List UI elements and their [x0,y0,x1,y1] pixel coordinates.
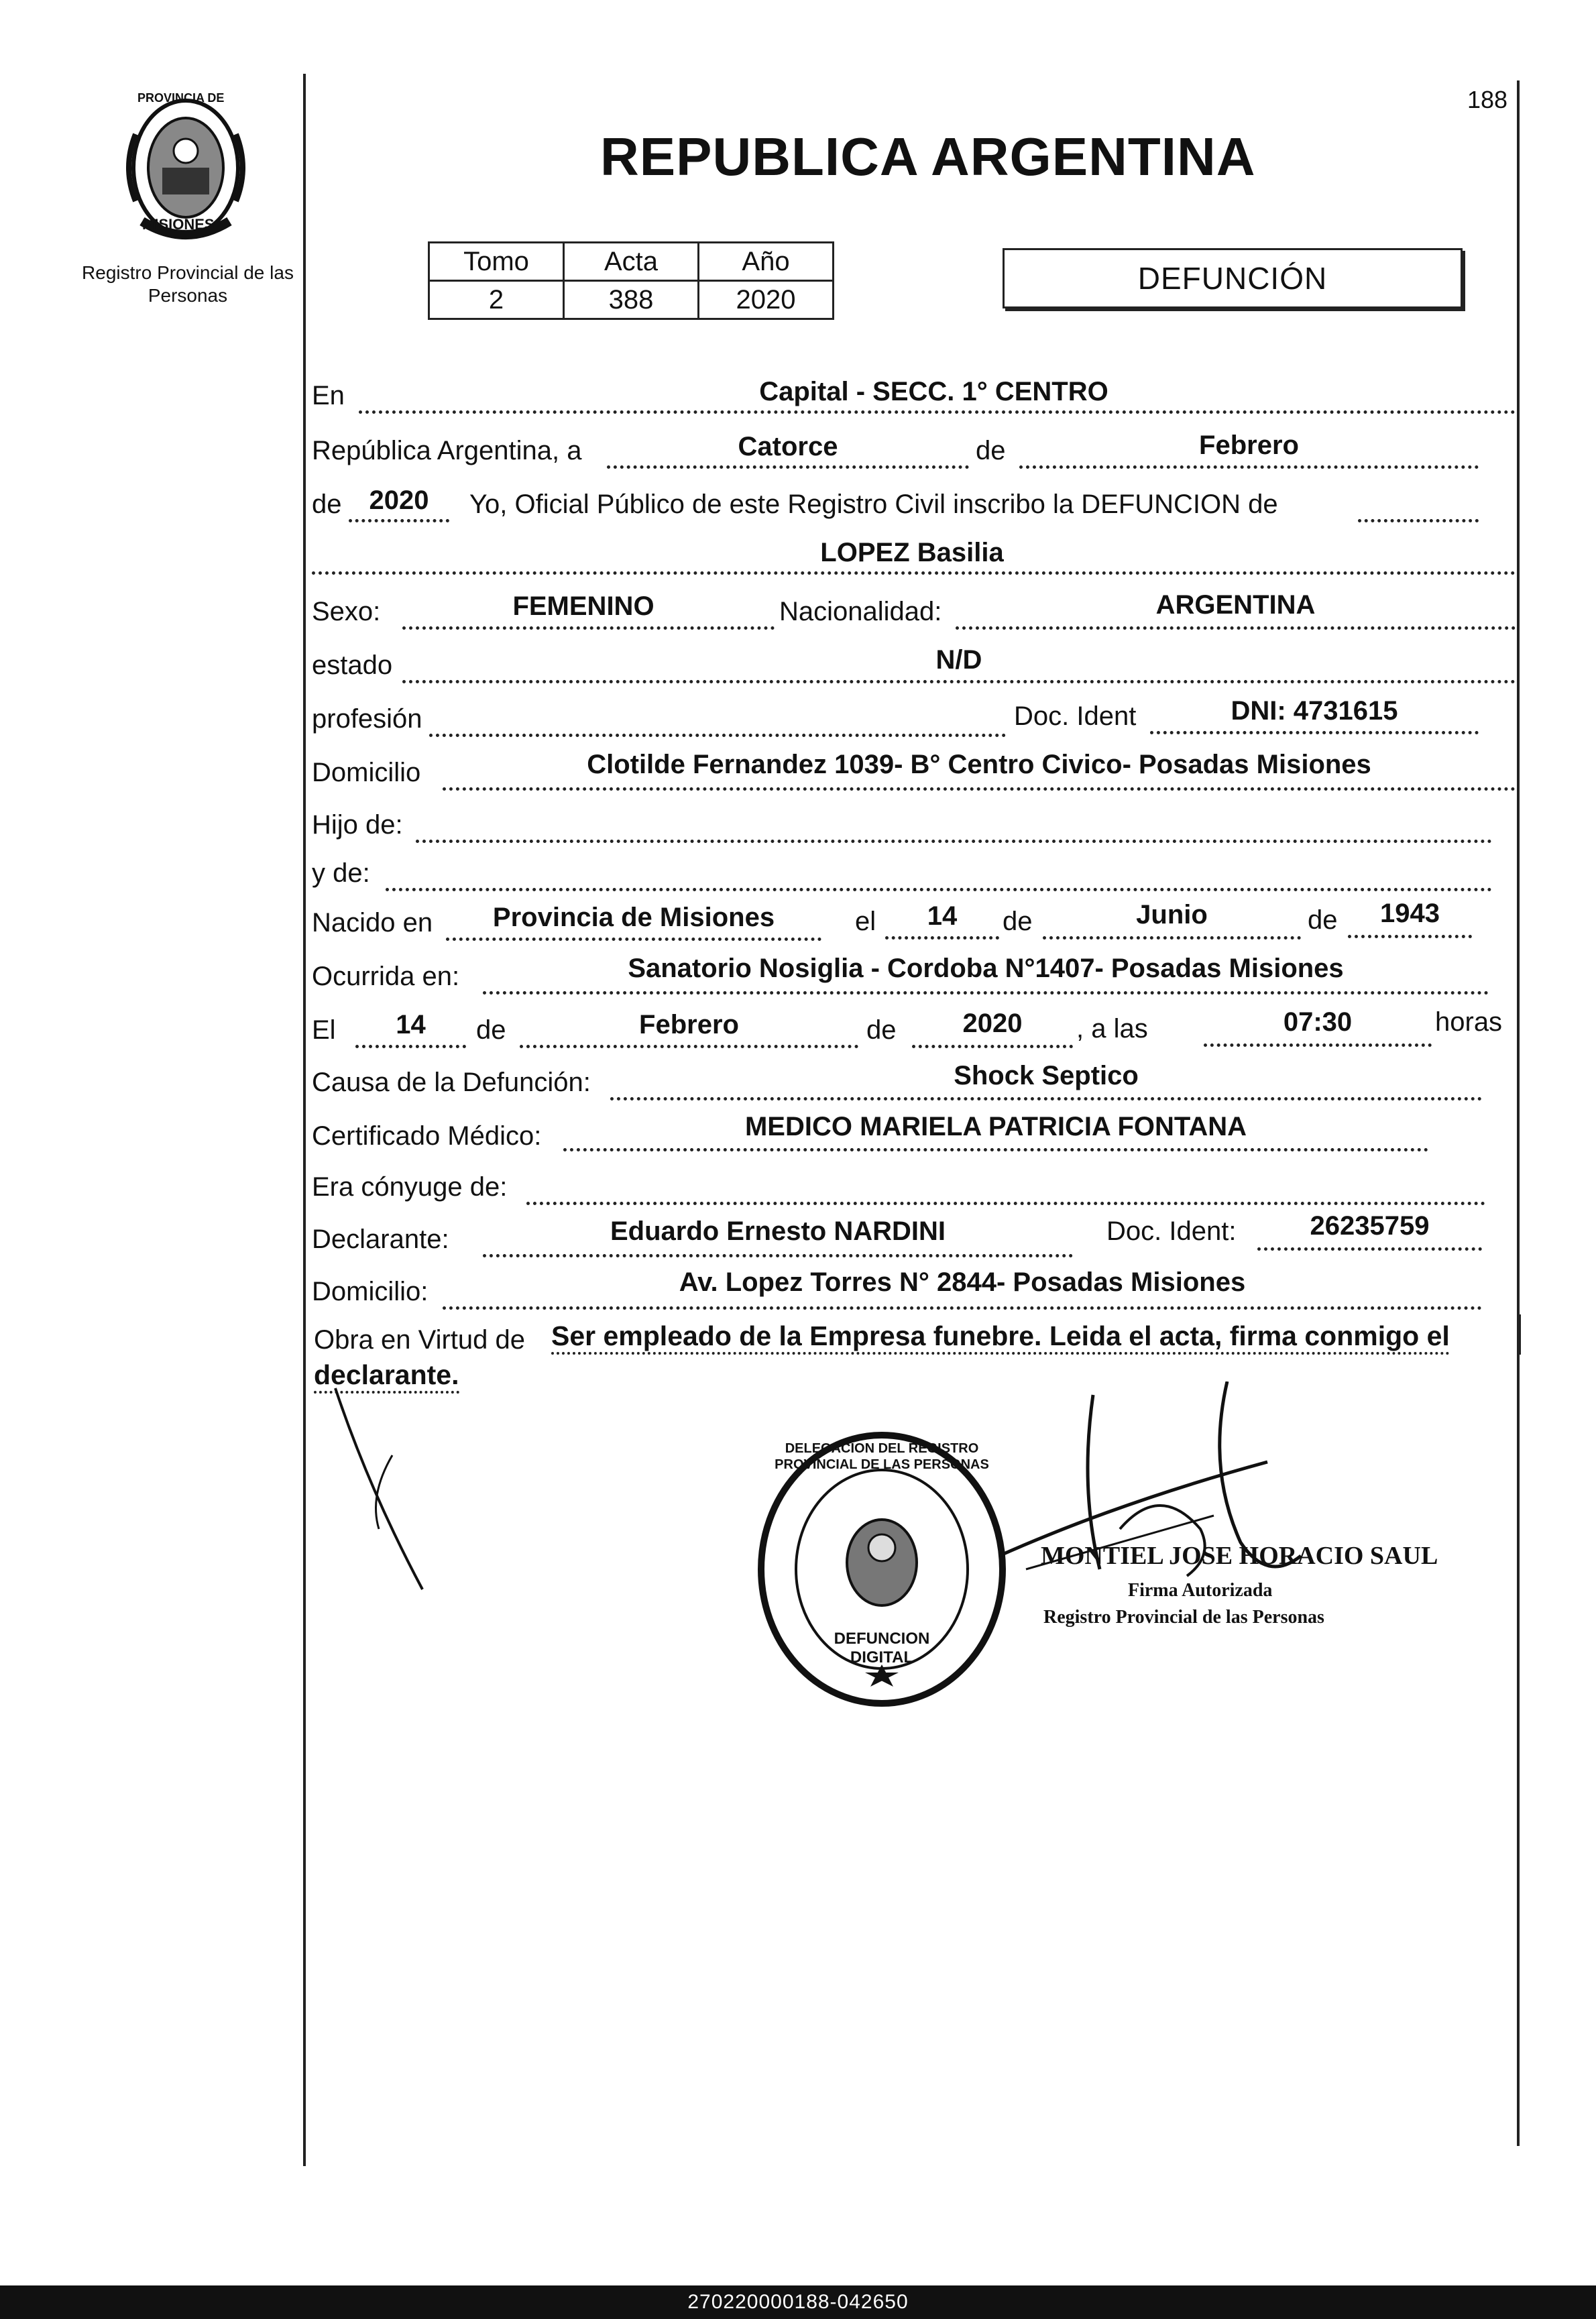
page-number: 188 [1467,86,1508,113]
decl-doc-value: 26235759 [1310,1211,1430,1241]
decl-doc-line [1257,1247,1482,1251]
oficial-text: Yo, Oficial Público de este Registro Civil inscribo la DEFUNCION de [469,490,1278,519]
day-text-value: Catorce [738,432,838,461]
birth-de-label: de [1003,907,1033,936]
left-margin-line [303,74,306,2166]
footer-bar [0,2285,1596,2319]
death-el-label: El [312,1015,336,1045]
deceased-name-line [312,571,1516,575]
page-title: REPUBLICA ARGENTINA [600,127,1256,186]
table-value-acta: 388 [564,281,699,319]
footer-code: 270220000188-042650 [687,2291,909,2313]
declarante-label: Declarante: [312,1225,449,1254]
estado-value: N/D [935,645,982,675]
domicilio-value: Clotilde Fernandez 1039- B° Centro Civico- Posadas Misiones [587,750,1371,779]
month-value: Febrero [1199,431,1299,460]
emblem-text-top: PROVINCIA DE [137,91,225,105]
domicilio-line [443,787,1516,791]
nacionalidad-line [956,626,1516,630]
year-line [349,519,449,522]
alas-label: , a las [1076,1014,1148,1043]
right-margin-line [1517,80,1520,2146]
registry-name: Registro Provincial de las Personas [82,262,294,306]
declarante-line [483,1254,1073,1257]
de-label: de [976,436,1006,465]
signature-org: Registro Provincial de las Personas [1043,1607,1324,1628]
yde-line [386,888,1492,891]
signature-role: Firma Autorizada [1128,1580,1273,1601]
death-year-line [912,1045,1073,1048]
decl-domicilio-label: Domicilio: [312,1277,429,1306]
emblem-text-bottom: MISIONES [142,216,215,233]
conyuge-line [526,1202,1485,1205]
horas-label: horas [1435,1007,1503,1037]
death-year-value: 2020 [962,1009,1023,1038]
domicilio-label: Domicilio [312,758,421,787]
doc-ident-line [1150,731,1479,734]
birth-year-value: 1943 [1380,899,1440,928]
day-line [607,465,969,469]
doc-ident-value: DNI: 4731615 [1231,696,1398,726]
record-table [428,241,834,320]
republica-label: República Argentina, a [312,436,582,465]
table-header-acta: Acta [564,243,699,281]
hijo-label: Hijo de: [312,810,403,840]
decl-domicilio-value: Av. Lopez Torres N° 2844- Posadas Misiones [679,1267,1246,1297]
profesion-label: profesión [312,704,422,734]
oficial-tail-line [1358,519,1479,522]
obra-label: Obra en Virtud de [314,1325,526,1355]
causa-value: Shock Septico [954,1061,1139,1090]
birth-year-line [1348,935,1472,938]
table-value-tomo: 2 [429,281,564,319]
death-day-value: 14 [396,1010,426,1039]
nacionalidad-label: Nacionalidad: [779,597,942,626]
death-day-line [355,1045,466,1048]
sexo-value: FEMENINO [512,591,654,621]
signature-name: MONTIEL JOSE HORACIO SAUL [1041,1542,1438,1570]
year-de-label: de [312,490,342,519]
el-label: el [855,907,876,936]
causa-line [610,1097,1482,1100]
certificado-label: Certificado Médico: [312,1121,542,1151]
decl-doc-label: Doc. Ident: [1106,1217,1237,1246]
obra-line2: declarante. [314,1359,459,1394]
stamp-outer-text: DELEGACION DEL REGISTRO PROVINCIAL DE LAS PERSONAS [775,1441,989,1472]
profesion-line [429,734,1006,737]
causa-label: Causa de la Defunción: [312,1068,591,1097]
sexo-line [402,626,775,630]
conyuge-label: Era cónyuge de: [312,1172,508,1202]
stamp-inner-text: DEFUNCION DIGITAL [834,1630,930,1666]
birth-day-value: 14 [927,901,958,931]
left-pen-stroke-icon [329,1375,436,1603]
certificado-line [563,1148,1428,1151]
death-time-line [1204,1043,1432,1047]
death-de2-label: de [866,1015,897,1045]
year-value: 2020 [369,486,429,515]
birth-month-value: Junio [1136,900,1208,929]
declarante-value: Eduardo Ernesto NARDINI [610,1217,946,1246]
table-header-tomo: Tomo [429,243,564,281]
estado-line [402,680,1516,683]
birth-month-line [1043,936,1301,940]
death-month-line [520,1045,858,1048]
nacido-line [446,938,821,941]
document-type-box: DEFUNCIÓN [1003,248,1463,308]
en-label: En [312,381,345,410]
hijo-line [416,840,1492,843]
month-line [1019,465,1479,469]
obra-line1: Ser empleado de la Empresa funebre. Leida el acta, firma conmigo el [551,1320,1450,1355]
deceased-name-value: LOPEZ Basilia [820,538,1004,567]
place-line [359,410,1516,414]
official-stamp [751,1428,1013,1710]
certificado-value: MEDICO MARIELA PATRICIA FONTANA [744,1112,1247,1141]
ocurrida-label: Ocurrida en: [312,962,460,991]
sexo-label: Sexo: [312,597,381,626]
nacionalidad-value: ARGENTINA [1155,590,1316,620]
nacido-value: Provincia de Misiones [492,903,775,932]
table-value-ano: 2020 [699,281,834,319]
table-header-ano: Año [699,243,834,281]
birth-day-line [885,936,999,940]
decl-domicilio-line [443,1306,1482,1310]
ocurrida-value: Sanatorio Nosiglia - Cordoba N°1407- Posadas Misiones [628,954,1344,983]
place-value: Capital - SECC. 1° CENTRO [759,377,1108,406]
death-time-value: 07:30 [1283,1007,1353,1037]
nacido-label: Nacido en [312,908,433,938]
death-month-value: Febrero [639,1010,739,1039]
death-de-label: de [476,1015,506,1045]
obra-bracket [1517,1314,1521,1355]
ocurrida-line [483,991,1489,995]
birth-de2-label: de [1308,905,1338,935]
doc-ident-label: Doc. Ident [1014,701,1137,731]
estado-label: estado [312,651,393,680]
yde-label: y de: [312,858,370,888]
